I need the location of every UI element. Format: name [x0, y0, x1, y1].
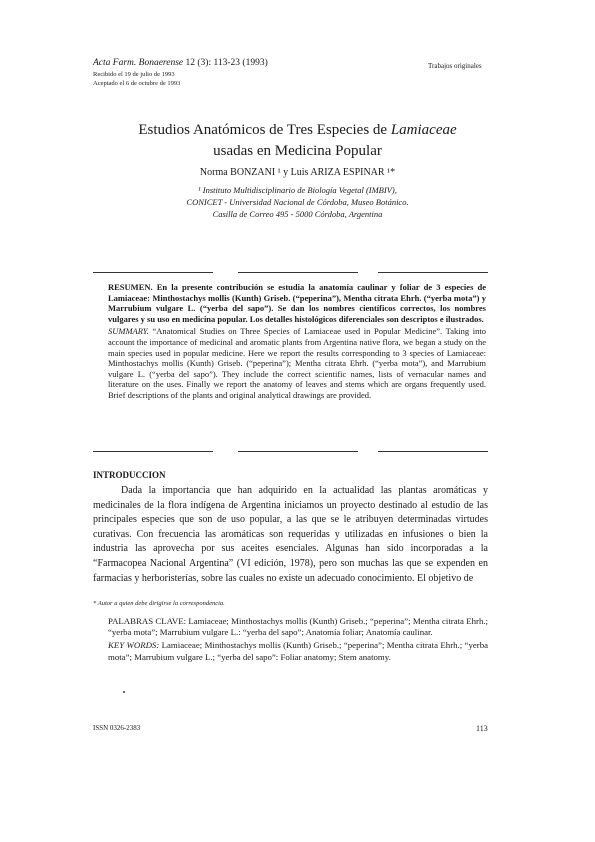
- rule-bottom-left: [93, 451, 213, 452]
- keywords-en-text: Lamiaceae; Minthostachys mollis (Kunth) Griseb.; “peperina”; Mentha citrata Ehrh.; “yerba mota”; Marrubium vulgare L.; “yerba del sapo”: Foliar anatomy; Stem anatomy.: [108, 640, 488, 662]
- title-line2: usadas en Medicina Popular: [213, 143, 382, 159]
- keywords-es-label: PALABRAS CLAVE:: [108, 616, 187, 626]
- received-date: Recibido el 19 de julio de 1993: [93, 71, 175, 78]
- title-family: Lamiaceae: [390, 122, 457, 138]
- journal-volume: 12 (3): 113-23 (1993): [185, 58, 268, 68]
- title-line1: Estudios Anatómicos de Tres Especies de: [138, 122, 391, 138]
- journal-citation: [93, 58, 268, 68]
- affiliation: [60, 184, 535, 220]
- rule-bottom-right: [378, 451, 488, 452]
- footnote: * Autor a quien debe dirigirse la correspondencia.: [93, 600, 225, 607]
- resumen-paragraph: [108, 282, 486, 324]
- affiliation-line: ¹ Instituto Multidisciplinario de Biología Vegetal (IMBIV),: [198, 185, 397, 195]
- accepted-date: Aceptado el 6 de octubre de 1993: [93, 79, 181, 87]
- section-label: Trabajos originales: [428, 62, 482, 70]
- abstract: [108, 282, 486, 403]
- summary-paragraph: [108, 326, 486, 400]
- keywords-es: [108, 616, 488, 638]
- rule-top-right: [378, 272, 488, 273]
- article-title: [60, 120, 535, 162]
- resumen-label: RESUMEN.: [108, 282, 153, 292]
- affiliation-line: Casilla de Correo 495 - 5000 Córdoba, Argentina: [212, 209, 383, 219]
- keywords-en-label: KEY WORDS:: [108, 640, 160, 651]
- intro-paragraph: Dada la importancia que han adquirido en la actualidad las plantas aromáticas y medicinales de la flora indígena de Argentina iniciamos un proyecto destinado al estudio de las principales especies que son de uso popular, a las que se le atribuyen determinadas virtudes curativas. Con frecuencia las aromáticas son requeridas y utilizadas en infusiones o bien la industria las aprovecha por sus aceites esenciales. Algunas han sido incorporadas a la “Farmacopea Nacional Argentina” (VI edición, 1978), pero son muchas las que se expenden en farmacias y herboristerías, sobre las cuales no existe un adecuado conocimiento. El objetivo de: [93, 485, 488, 584]
- summary-text: “Anatomical Studies on Three Species of Lamiaceae used in Popular Medicine”. Taking into account the importance of medicinal and aromatic plants from Argentina native flora, we began a study on the main species used in popular medicine. Here we report the results corresponding to 3 species of Lamiaceae: Minthostachys mollis (Kunth) Griseb. (“peperina”); Mentha citrata Ehrh. (“yerba mota”), and Marrubium vulgare L. (“yerba del sapo”). They include the correct scientific names, lists of vernacular names and literature on the uses. Finally we report the anatomy of leaves and stems which are organs frequently used. Brief descriptions of the plants and original analytical drawings are provided.: [108, 326, 486, 400]
- section-heading: INTRODUCCION: [93, 470, 166, 480]
- rule-bottom-mid: [238, 451, 358, 452]
- authors: Norma BONZANI ¹ y Luis ARIZA ESPINAR ¹*: [199, 167, 396, 178]
- keywords-es-text: Lamiaceae; Minthostachys mollis (Kunth) Griseb.; “peperina”; Mentha citrata Ehrh.; “yerba mota”; Marrubium vulgare L.: “yerba del sapo”; Anatomía foliar; Anatomía caulinar.: [108, 616, 488, 638]
- stray-dot: [123, 691, 125, 693]
- journal-name: Acta Farm. Bonaerense: [93, 58, 184, 68]
- resumen-text: En la presente contribución se estudia la anatomía caulinar y foliar de 3 especies de Lamiaceae: Minthostachys mollis (Kunth) Griseb. (“peperina”), Mentha citrata Ehrh. (“yerba mota”) y Marrubium vulgare L. (“yerba del sapo”). Se dan los nombres científicos correctos, los nombres vulgares y su uso en medicina popular. Los detalles histológicos diferenciales son descriptos e ilustrados.: [108, 282, 486, 324]
- rule-top-left: [93, 272, 213, 273]
- affiliation-line: CONICET - Universidad Nacional de Córdoba, Museo Botánico.: [186, 197, 409, 207]
- keywords: [108, 616, 488, 665]
- rule-top-mid: [238, 272, 358, 273]
- page-number: 113: [476, 724, 488, 733]
- dates: [93, 71, 180, 88]
- keywords-en: [108, 640, 488, 662]
- summary-label: SUMMARY.: [108, 326, 149, 337]
- issn: ISSN 0326-2383: [93, 724, 141, 732]
